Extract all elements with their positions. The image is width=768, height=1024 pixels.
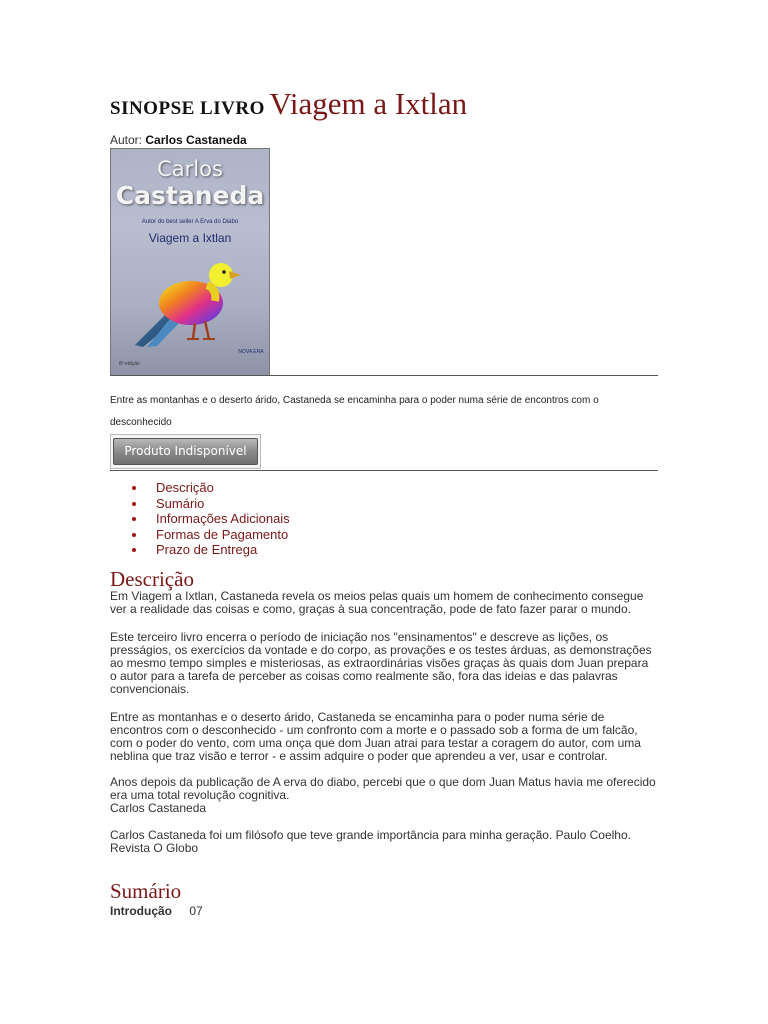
link-informacoes-adicionais[interactable]: Informações Adicionais <box>156 511 290 526</box>
link-descricao[interactable]: Descrição <box>156 480 214 495</box>
link-prazo-de-entrega[interactable]: Prazo de Entrega <box>156 542 258 557</box>
description-heading: Descrição <box>110 567 194 591</box>
unavailable-button[interactable]: Produto Indisponível <box>113 438 258 465</box>
book-summary: Entre as montanhas e o deserto árido, Castaneda se encaminha para o poder numa série de encontros com o desconhecido <box>110 395 599 428</box>
cover-title: Viagem a Ixtlan <box>148 231 232 245</box>
toc-page: 07 <box>189 904 203 918</box>
link-sumario[interactable]: Sumário <box>156 495 205 511</box>
bird-illustration <box>129 249 249 349</box>
cover-author-first: Carlos <box>157 157 223 181</box>
cover-tagline: Autor do best seller A Erva do Diabo <box>141 219 239 225</box>
author-label: Autor: <box>110 133 143 147</box>
button-frame <box>110 434 261 469</box>
book-cover-image <box>110 148 270 376</box>
cover-edition: 8ª edição <box>119 361 140 367</box>
divider <box>110 375 658 376</box>
cover-author-last: Castaneda <box>115 181 265 210</box>
section-links <box>132 480 290 558</box>
toc-row <box>110 904 203 918</box>
toc-label: Introdução <box>110 904 172 918</box>
link-formas-de-pagamento[interactable]: Formas de Pagamento <box>156 526 289 542</box>
list-item <box>132 511 290 527</box>
title-kicker: SINOPSE LIVRO <box>110 98 265 119</box>
list-item <box>132 527 290 543</box>
author-line <box>110 133 247 147</box>
quote-attribution: Carlos Castaneda <box>110 801 207 815</box>
description-paragraph: Em Viagem a Ixtlan, Castaneda revela os meios pelas quais um homem de conhecimento consegue ver a realidade das coisas e como, graças à sua concentração, pode de fato fazer parar o mundo. <box>110 589 644 616</box>
page-title <box>110 86 467 122</box>
description-paragraph: Entre as montanhas e o deserto árido, Castaneda se encaminha para o poder numa série de encontros com o desconhecido - um confronto com a morte e o passado sob a forma de um falcão, com o poder do vento, com uma onça que dom Juan atrai para testar a coragem do autor, com uma neblina que traz visão e terror - e assim adquire o poder que aprendeu a ver, usar e controlar. <box>110 710 641 763</box>
toc-heading: Sumário <box>110 879 182 903</box>
list-item <box>132 496 290 512</box>
quote-block <box>110 776 658 815</box>
list-item <box>132 480 290 496</box>
list-item <box>132 542 290 558</box>
publisher-logo: NOVA ERA <box>238 349 264 355</box>
author-name: Carlos Castaneda <box>145 133 247 147</box>
quote-text: Anos depois da publicação de A erva do diabo, percebi que o que dom Juan Matus havia me oferecido era uma total revolução cognitiva. <box>110 775 656 802</box>
divider <box>110 470 658 471</box>
book-title: Viagem a Ixtlan <box>269 86 468 121</box>
description-paragraph: Este terceiro livro encerra o período de iniciação nos "ensinamentos" e descreve as lições, os presságios, os exercícios da vontade e do corpo, as provações e os testes árduas, as demonstrações ao mesmo tempo simples e misteriosas, as extraordinárias visões graças às quais dom Juan prepara o autor para a tarefa de perceber as coisas como realmente são, fora das ideias e das palavras convencionais. <box>110 630 652 696</box>
review-paragraph: Carlos Castaneda foi um filósofo que teve grande importância para minha geração. Paulo Coelho. Revista O Globo <box>110 828 631 855</box>
